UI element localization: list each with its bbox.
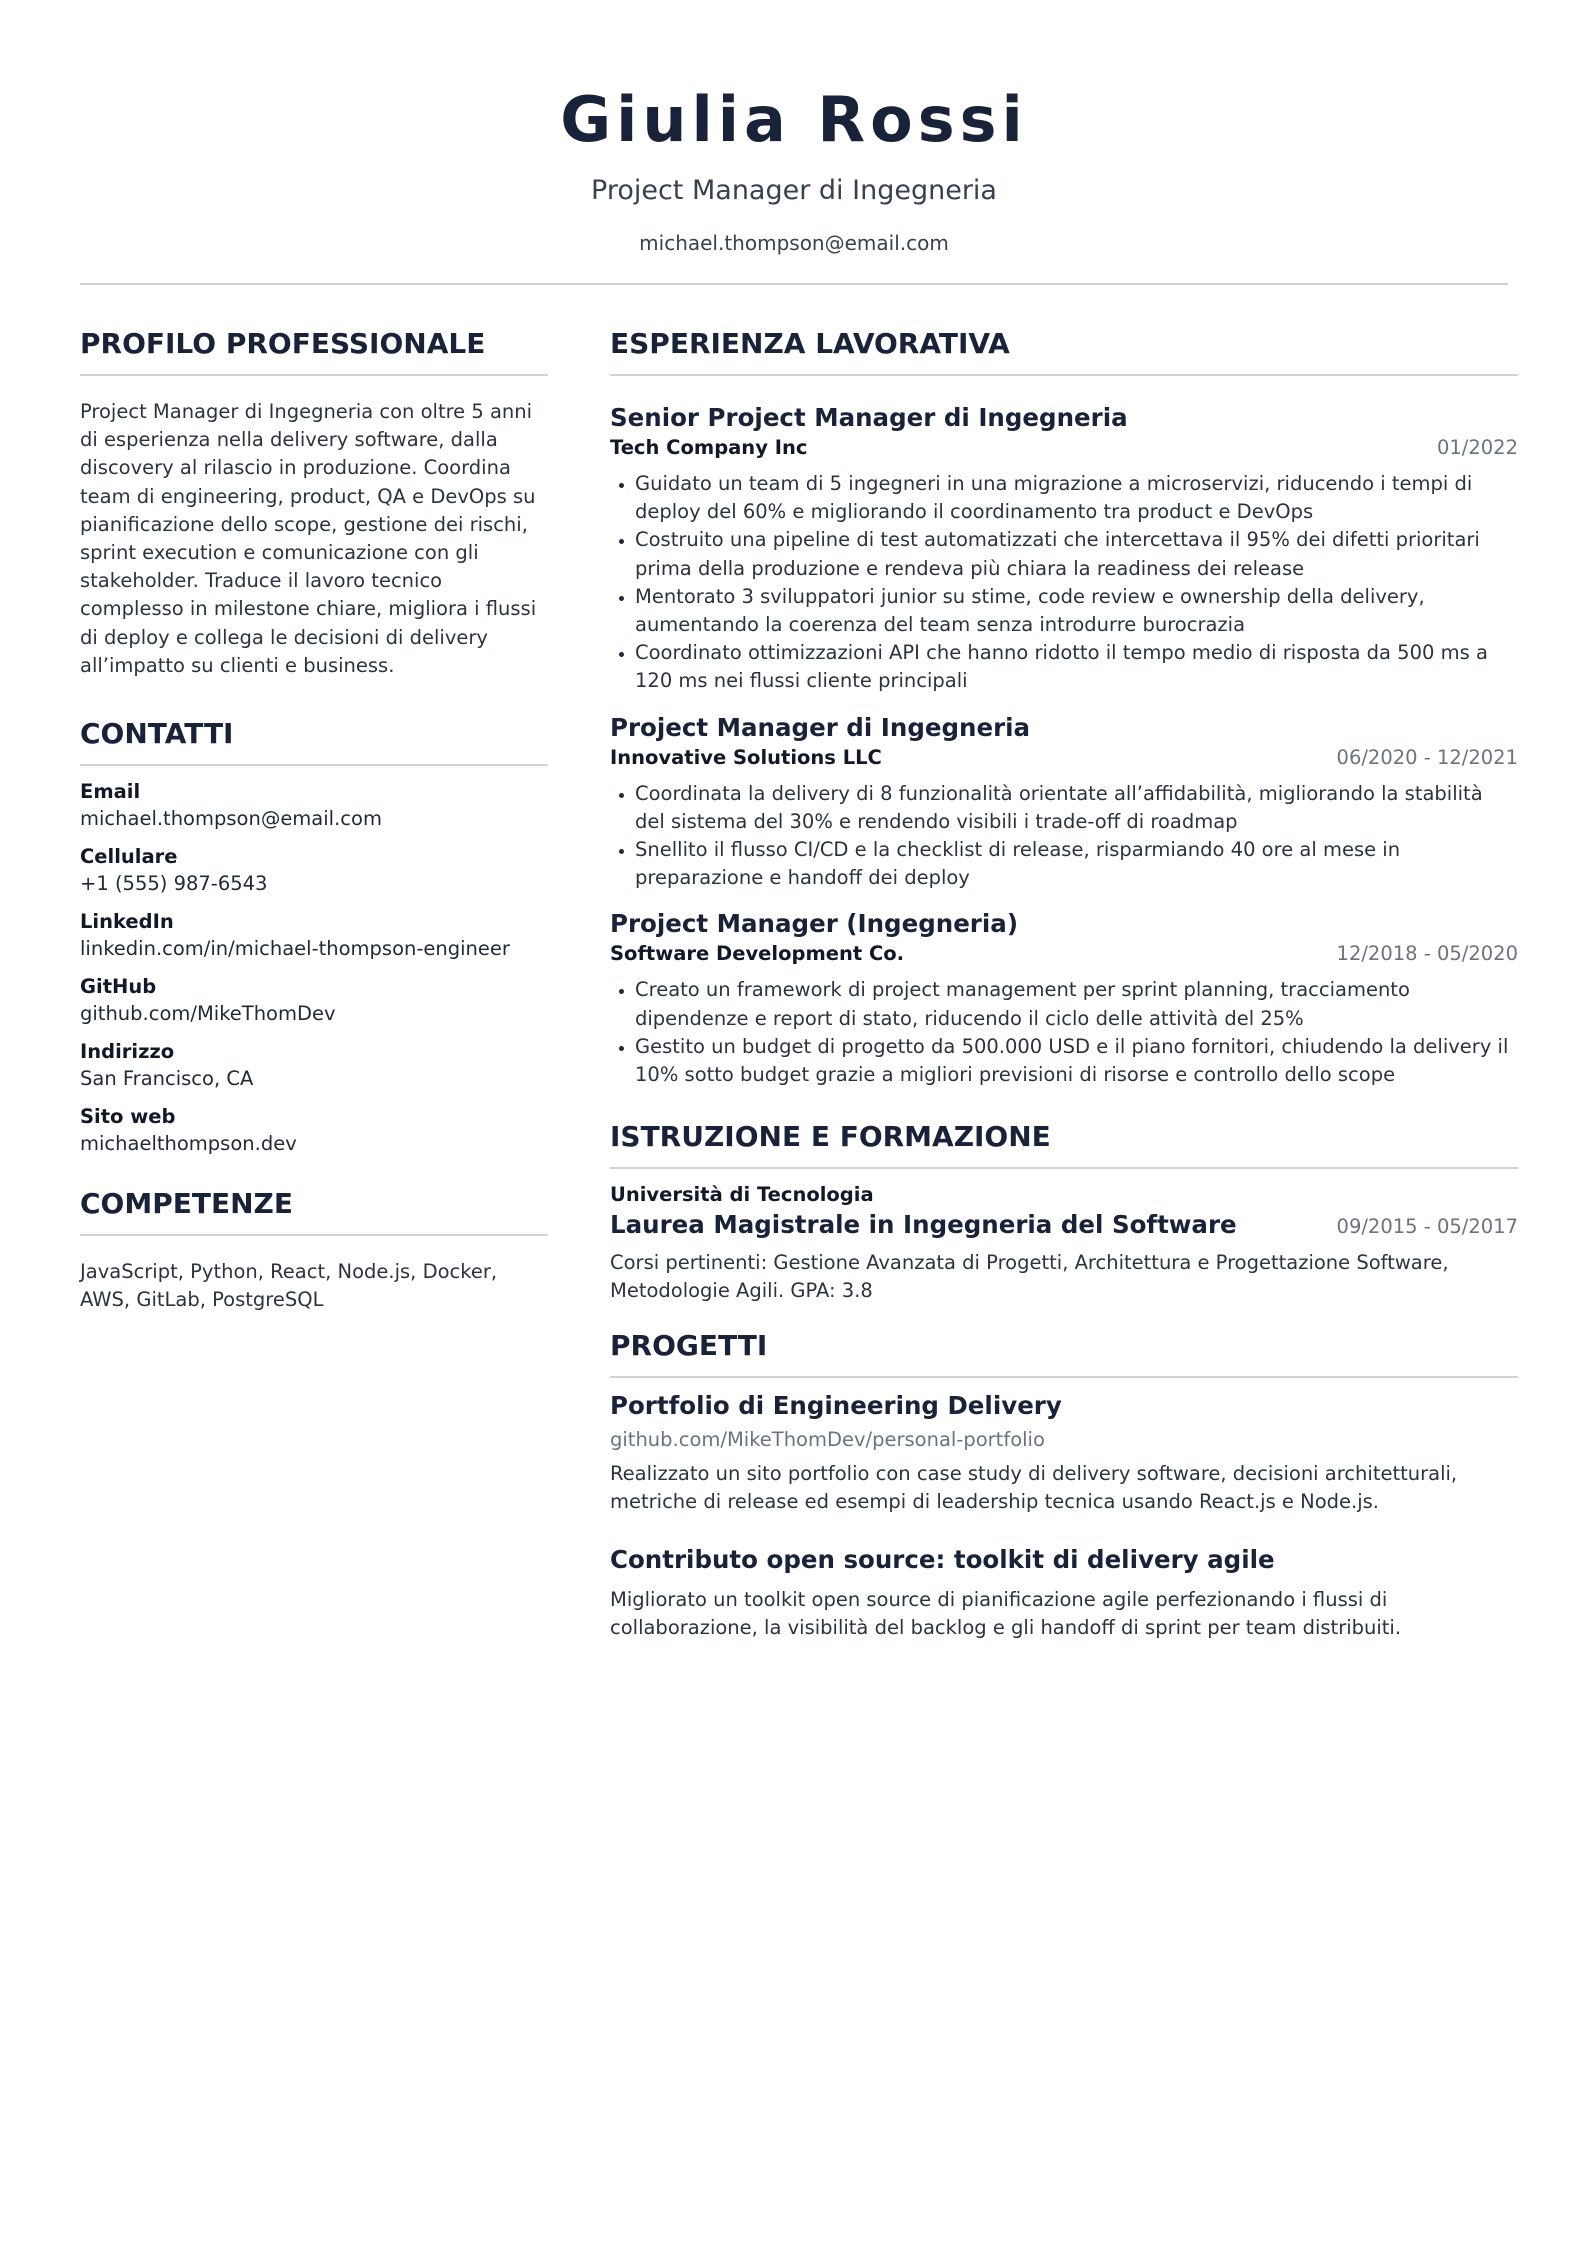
contact-label-website: Sito web xyxy=(80,1105,176,1129)
header-email: michael.thompson@email.com xyxy=(639,231,949,255)
contacts-heading: CONTATTI xyxy=(80,716,548,766)
project-description: Realizzato un sito portfolio con case study di delivery software, decisioni architetturali, metriche di release ed esempi di leadership tecnica usando React.js e Node.js. xyxy=(610,1461,1458,1513)
contact-label-phone: Cellulare xyxy=(80,845,178,869)
project-title: Portfolio di Engineering Delivery xyxy=(610,1390,1062,1420)
resume-header xyxy=(0,0,1588,256)
education-date: 09/2015 - 05/2017 xyxy=(1336,1215,1518,1239)
contact-label-linkedin: LinkedIn xyxy=(80,910,174,934)
project-title: Contributo open source: toolkit di delivery agile xyxy=(610,1545,1275,1575)
education-section xyxy=(610,1119,1518,1305)
job-title: Project Manager (Ingegneria) xyxy=(610,909,1019,939)
job-entry xyxy=(610,712,1518,893)
contact-value-linkedin: linkedin.com/in/michael-thompson-engineer xyxy=(80,937,510,961)
skills-heading: COMPETENZE xyxy=(80,1186,548,1236)
header-divider xyxy=(80,283,1508,285)
profile-section xyxy=(80,326,548,680)
job-bullets xyxy=(610,780,1518,893)
project-description: Migliorato un toolkit open source di pianificazione agile perfezionando i flussi di collaborazione, la visibilità del backlog e gli handoff di sprint per team distribuiti. xyxy=(610,1588,1402,1640)
contact-label-address: Indirizzo xyxy=(80,1040,175,1064)
job-entry xyxy=(610,908,1518,1089)
job-bullet: Creato un framework di project management per sprint planning, tracciamento dipendenze e report di stato, riducendo il ciclo delle attività del 25% xyxy=(610,976,1518,1032)
profile-text: Project Manager di Ingegneria con oltre 5 anni di esperienza nella delivery software, dalla discovery al rilascio in produzione. Coordina team di engineering, product, QA e DevOps su pianificazione dello scope, gestione dei rischi, sprint execution e comunicazione con gli stakeholder. Traduce il lavoro tecnico complesso in milestone chiare, migliora i flussi di deploy e collega le decisioni di delivery all’impatto su clienti e business. xyxy=(80,400,537,677)
contacts-list xyxy=(80,778,548,1158)
job-bullet: Guidato un team di 5 ingegneri in una migrazione a microservizi, riducendo i tempi di deploy del 60% e migliorando il coordinamento tra product e DevOps xyxy=(610,470,1518,526)
job-company: Software Development Co. xyxy=(610,942,905,966)
job-date: 12/2018 - 05/2020 xyxy=(1336,942,1518,966)
education-details: Corsi pertinenti: Gestione Avanzata di Progetti, Architettura e Progettazione Software, Metodologie Agili. GPA: 3.8 xyxy=(610,1251,1449,1303)
skills-section xyxy=(80,1186,548,1314)
job-date: 01/2022 xyxy=(1436,436,1518,459)
job-entry xyxy=(610,402,1518,696)
job-title: Project Manager di Ingegneria xyxy=(610,712,1031,742)
job-company: Tech Company Inc xyxy=(610,436,808,459)
left-column xyxy=(80,326,548,1314)
job-bullets xyxy=(610,470,1518,696)
contact-value-phone: +1 (555) 987-6543 xyxy=(80,872,268,896)
contact-label-email: Email xyxy=(80,780,141,804)
job-bullet: Mentorato 3 sviluppatori junior su stime, code review e ownership della delivery, aumentando la coerenza del team senza introdurre burocrazia xyxy=(610,583,1518,639)
job-bullet: Coordinata la delivery di 8 funzionalità orientate all’affidabilità, migliorando la stabilità del sistema del 30% e rendendo visibili i trade-off di roadmap xyxy=(610,780,1518,836)
job-bullets xyxy=(610,976,1518,1089)
right-column xyxy=(610,326,1518,1642)
job-date: 06/2020 - 12/2021 xyxy=(1336,745,1518,769)
profile-heading: PROFILO PROFESSIONALE xyxy=(80,326,548,376)
candidate-title: Project Manager di Ingegneria xyxy=(591,175,997,206)
contacts-section xyxy=(80,716,548,1158)
project-entry xyxy=(610,1544,1518,1642)
contact-value-github: github.com/MikeThomDev xyxy=(80,1002,336,1026)
project-link[interactable]: github.com/MikeThomDev/personal-portfolio xyxy=(610,1427,1045,1451)
candidate-name: Giulia Rossi xyxy=(560,83,1028,156)
projects-section xyxy=(610,1328,1518,1643)
contact-value-website: michaelthompson.dev xyxy=(80,1132,297,1156)
job-bullet: Snellito il flusso CI/CD e la checklist di release, risparmiando 40 ore al mese in preparazione e handoff dei deploy xyxy=(610,836,1518,892)
experience-heading: ESPERIENZA LAVORATIVA xyxy=(610,326,1518,376)
contact-value-address: San Francisco, CA xyxy=(80,1067,254,1091)
experience-section xyxy=(610,326,1518,1089)
skills-text: JavaScript, Python, React, Node.js, Docker, AWS, GitLab, PostgreSQL xyxy=(80,1260,498,1312)
contact-value-email: michael.thompson@email.com xyxy=(80,807,382,831)
project-entry xyxy=(610,1390,1518,1516)
job-bullet: Costruito una pipeline di test automatizzati che intercettava il 95% dei difetti prioritari prima della produzione e rendeva più chiara la readiness dei release xyxy=(610,526,1518,582)
education-heading: ISTRUZIONE E FORMAZIONE xyxy=(610,1119,1518,1169)
job-bullet: Coordinato ottimizzazioni API che hanno ridotto il tempo medio di risposta da 500 ms a 120 ms nei flussi cliente principali xyxy=(610,639,1518,695)
job-title: Senior Project Manager di Ingegneria xyxy=(610,403,1128,432)
projects-heading: PROGETTI xyxy=(610,1328,1518,1378)
education-degree: Laurea Magistrale in Ingegneria del Software xyxy=(610,1210,1237,1240)
education-school: Università di Tecnologia xyxy=(610,1183,874,1207)
job-company: Innovative Solutions LLC xyxy=(610,745,882,769)
job-bullet: Gestito un budget di progetto da 500.000 USD e il piano fornitori, chiudendo la delivery il 10% sotto budget grazie a migliori previsioni di risorse e controllo dello scope xyxy=(610,1033,1518,1089)
contact-label-github: GitHub xyxy=(80,975,157,999)
